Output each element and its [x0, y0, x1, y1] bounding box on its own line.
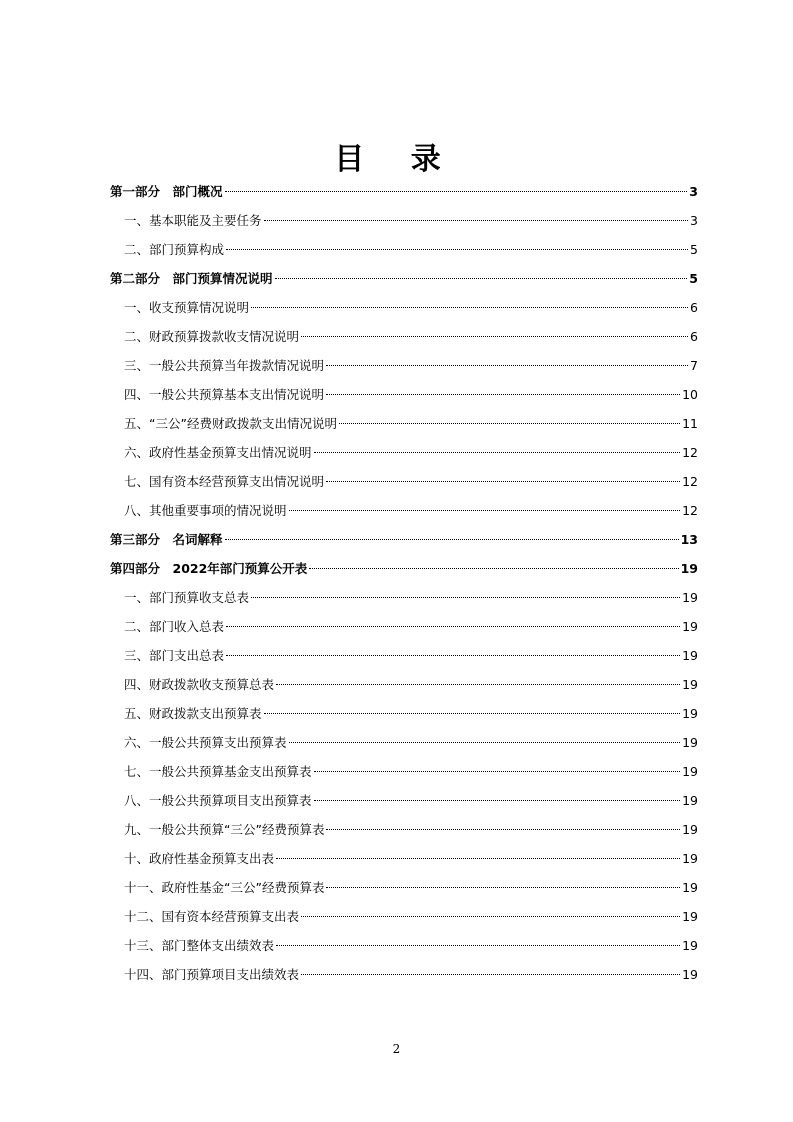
toc-section-entry[interactable]	[110, 467, 698, 496]
toc-entry-label: 二、财政预算拨款收支情况说明	[124, 329, 300, 344]
toc-section-entry[interactable]	[110, 670, 698, 699]
toc-dot-leader	[251, 597, 680, 598]
toc-entry-page-number: 12	[682, 474, 698, 489]
toc-entry-label: 二、部门收入总表	[124, 619, 225, 634]
toc-entry-page-number: 5	[689, 271, 698, 286]
toc-dot-leader	[314, 452, 681, 453]
toc-dot-leader	[301, 336, 688, 337]
toc-entry-label: 一、收支预算情况说明	[124, 300, 250, 315]
toc-entry-page-number: 19	[682, 851, 698, 866]
toc-dot-leader	[264, 220, 689, 221]
toc-entry-page-number: 19	[682, 706, 698, 721]
toc-dot-leader	[264, 713, 681, 714]
toc-section-entry[interactable]	[110, 235, 698, 264]
toc-dot-leader	[226, 249, 688, 250]
toc-dot-leader	[289, 510, 681, 511]
toc-entry-label: 四、一般公共预算基本支出情况说明	[124, 387, 325, 402]
toc-entry-page-number: 19	[682, 967, 698, 982]
toc-dot-leader	[326, 394, 680, 395]
toc-entry-page-number: 13	[680, 532, 698, 547]
toc-entry-page-number: 19	[682, 938, 698, 953]
toc-section-entry[interactable]	[110, 931, 698, 960]
toc-dot-leader	[309, 568, 678, 569]
toc-entry-page-number: 3	[689, 184, 698, 199]
toc-entry-label: 五、“三公”经费财政拨款支出情况说明	[124, 416, 337, 431]
toc-entry-label: 第二部分 部门预算情况说明	[110, 271, 273, 286]
toc-entry-label: 一、基本职能及主要任务	[124, 213, 262, 228]
toc-entry-page-number: 19	[682, 822, 698, 837]
toc-dot-leader	[326, 365, 688, 366]
toc-entry-page-number: 19	[680, 561, 698, 576]
toc-part-entry[interactable]	[110, 525, 698, 554]
toc-entry-page-number: 7	[690, 358, 698, 373]
toc-section-entry[interactable]	[110, 902, 698, 931]
toc-entry-page-number: 12	[682, 503, 698, 518]
toc-section-entry[interactable]	[110, 844, 698, 873]
toc-dot-leader	[314, 771, 681, 772]
toc-part-entry[interactable]	[110, 264, 698, 293]
toc-section-entry[interactable]	[110, 728, 698, 757]
toc-dot-leader	[276, 858, 680, 859]
toc-section-entry[interactable]	[110, 351, 698, 380]
toc-entry-label: 十四、部门预算项目支出绩效表	[124, 967, 300, 982]
toc-entry-label: 三、部门支出总表	[124, 648, 225, 663]
toc-entry-page-number: 12	[682, 445, 698, 460]
toc-entry-label: 六、一般公共预算支出预算表	[124, 735, 287, 750]
toc-entry-page-number: 19	[682, 909, 698, 924]
toc-entry-page-number: 5	[690, 242, 698, 257]
toc-dot-leader	[289, 742, 681, 743]
toc-dot-leader	[326, 887, 680, 888]
toc-dot-leader	[301, 974, 680, 975]
toc-entry-label: 五、财政拨款支出预算表	[124, 706, 262, 721]
toc-entry-label: 七、一般公共预算基金支出预算表	[124, 764, 312, 779]
toc-entry-page-number: 6	[690, 300, 698, 315]
toc-dot-leader	[276, 684, 680, 685]
page-title: 目 录	[334, 142, 459, 177]
toc-entry-label: 第三部分 名词解释	[110, 532, 223, 547]
toc-entry-page-number: 19	[682, 619, 698, 634]
toc-entry-page-number: 3	[690, 213, 698, 228]
toc-part-entry[interactable]	[110, 177, 698, 206]
toc-dot-leader	[276, 945, 680, 946]
toc-section-entry[interactable]	[110, 293, 698, 322]
toc-entry-label: 八、一般公共预算项目支出预算表	[124, 793, 312, 808]
toc-entry-label: 十三、部门整体支出绩效表	[124, 938, 275, 953]
toc-entry-page-number: 19	[682, 735, 698, 750]
page-number: 2	[392, 1042, 401, 1056]
toc-dot-leader	[326, 481, 680, 482]
toc-section-entry[interactable]	[110, 206, 698, 235]
toc-entry-page-number: 6	[690, 329, 698, 344]
toc-entry-label: 九、一般公共预算“三公”经费预算表	[124, 822, 325, 837]
toc-entry-label: 十二、国有资本经营预算支出表	[124, 909, 300, 924]
toc-dot-leader	[251, 307, 688, 308]
toc-section-entry[interactable]	[110, 699, 698, 728]
toc-dot-leader	[314, 800, 681, 801]
toc-entry-label: 八、其他重要事项的情况说明	[124, 503, 287, 518]
toc-dot-leader	[301, 916, 680, 917]
toc-dot-leader	[339, 423, 680, 424]
toc-entry-page-number: 19	[682, 590, 698, 605]
toc-entry-label: 二、部门预算构成	[124, 242, 225, 257]
toc-dot-leader	[275, 278, 688, 279]
toc-section-entry[interactable]	[110, 322, 698, 351]
toc-section-entry[interactable]	[110, 815, 698, 844]
toc-section-entry[interactable]	[110, 583, 698, 612]
toc-entry-page-number: 19	[682, 880, 698, 895]
toc-section-entry[interactable]	[110, 496, 698, 525]
toc-dot-leader	[225, 539, 679, 540]
toc-entry-page-number: 19	[682, 793, 698, 808]
toc-entry-label: 十、政府性基金预算支出表	[124, 851, 275, 866]
table-of-contents	[110, 177, 698, 989]
toc-section-entry[interactable]	[110, 612, 698, 641]
toc-entry-label: 十一、政府性基金“三公”经费预算表	[124, 880, 325, 895]
toc-section-entry[interactable]	[110, 641, 698, 670]
toc-entry-label: 六、政府性基金预算支出情况说明	[124, 445, 312, 460]
toc-dot-leader	[225, 191, 688, 192]
toc-entry-label: 第四部分 2022年部门预算公开表	[110, 561, 308, 576]
toc-section-entry[interactable]	[110, 438, 698, 467]
toc-entry-label: 四、财政拨款收支预算总表	[124, 677, 275, 692]
toc-entry-page-number: 11	[682, 416, 698, 431]
toc-entry-page-number: 19	[682, 677, 698, 692]
toc-section-entry[interactable]	[110, 409, 698, 438]
toc-entry-label: 第一部分 部门概况	[110, 184, 223, 199]
toc-section-entry[interactable]	[110, 786, 698, 815]
toc-dot-leader	[226, 655, 680, 656]
toc-section-entry[interactable]	[110, 380, 698, 409]
toc-entry-page-number: 19	[682, 648, 698, 663]
toc-entry-page-number: 19	[682, 764, 698, 779]
toc-section-entry[interactable]	[110, 873, 698, 902]
toc-entry-label: 三、一般公共预算当年拨款情况说明	[124, 358, 325, 373]
toc-entry-label: 一、部门预算收支总表	[124, 590, 250, 605]
toc-dot-leader	[326, 829, 680, 830]
toc-dot-leader	[226, 626, 680, 627]
toc-section-entry[interactable]	[110, 757, 698, 786]
toc-entry-page-number: 10	[682, 387, 698, 402]
toc-entry-label: 七、国有资本经营预算支出情况说明	[124, 474, 325, 489]
toc-section-entry[interactable]	[110, 960, 698, 989]
toc-part-entry[interactable]	[110, 554, 698, 583]
